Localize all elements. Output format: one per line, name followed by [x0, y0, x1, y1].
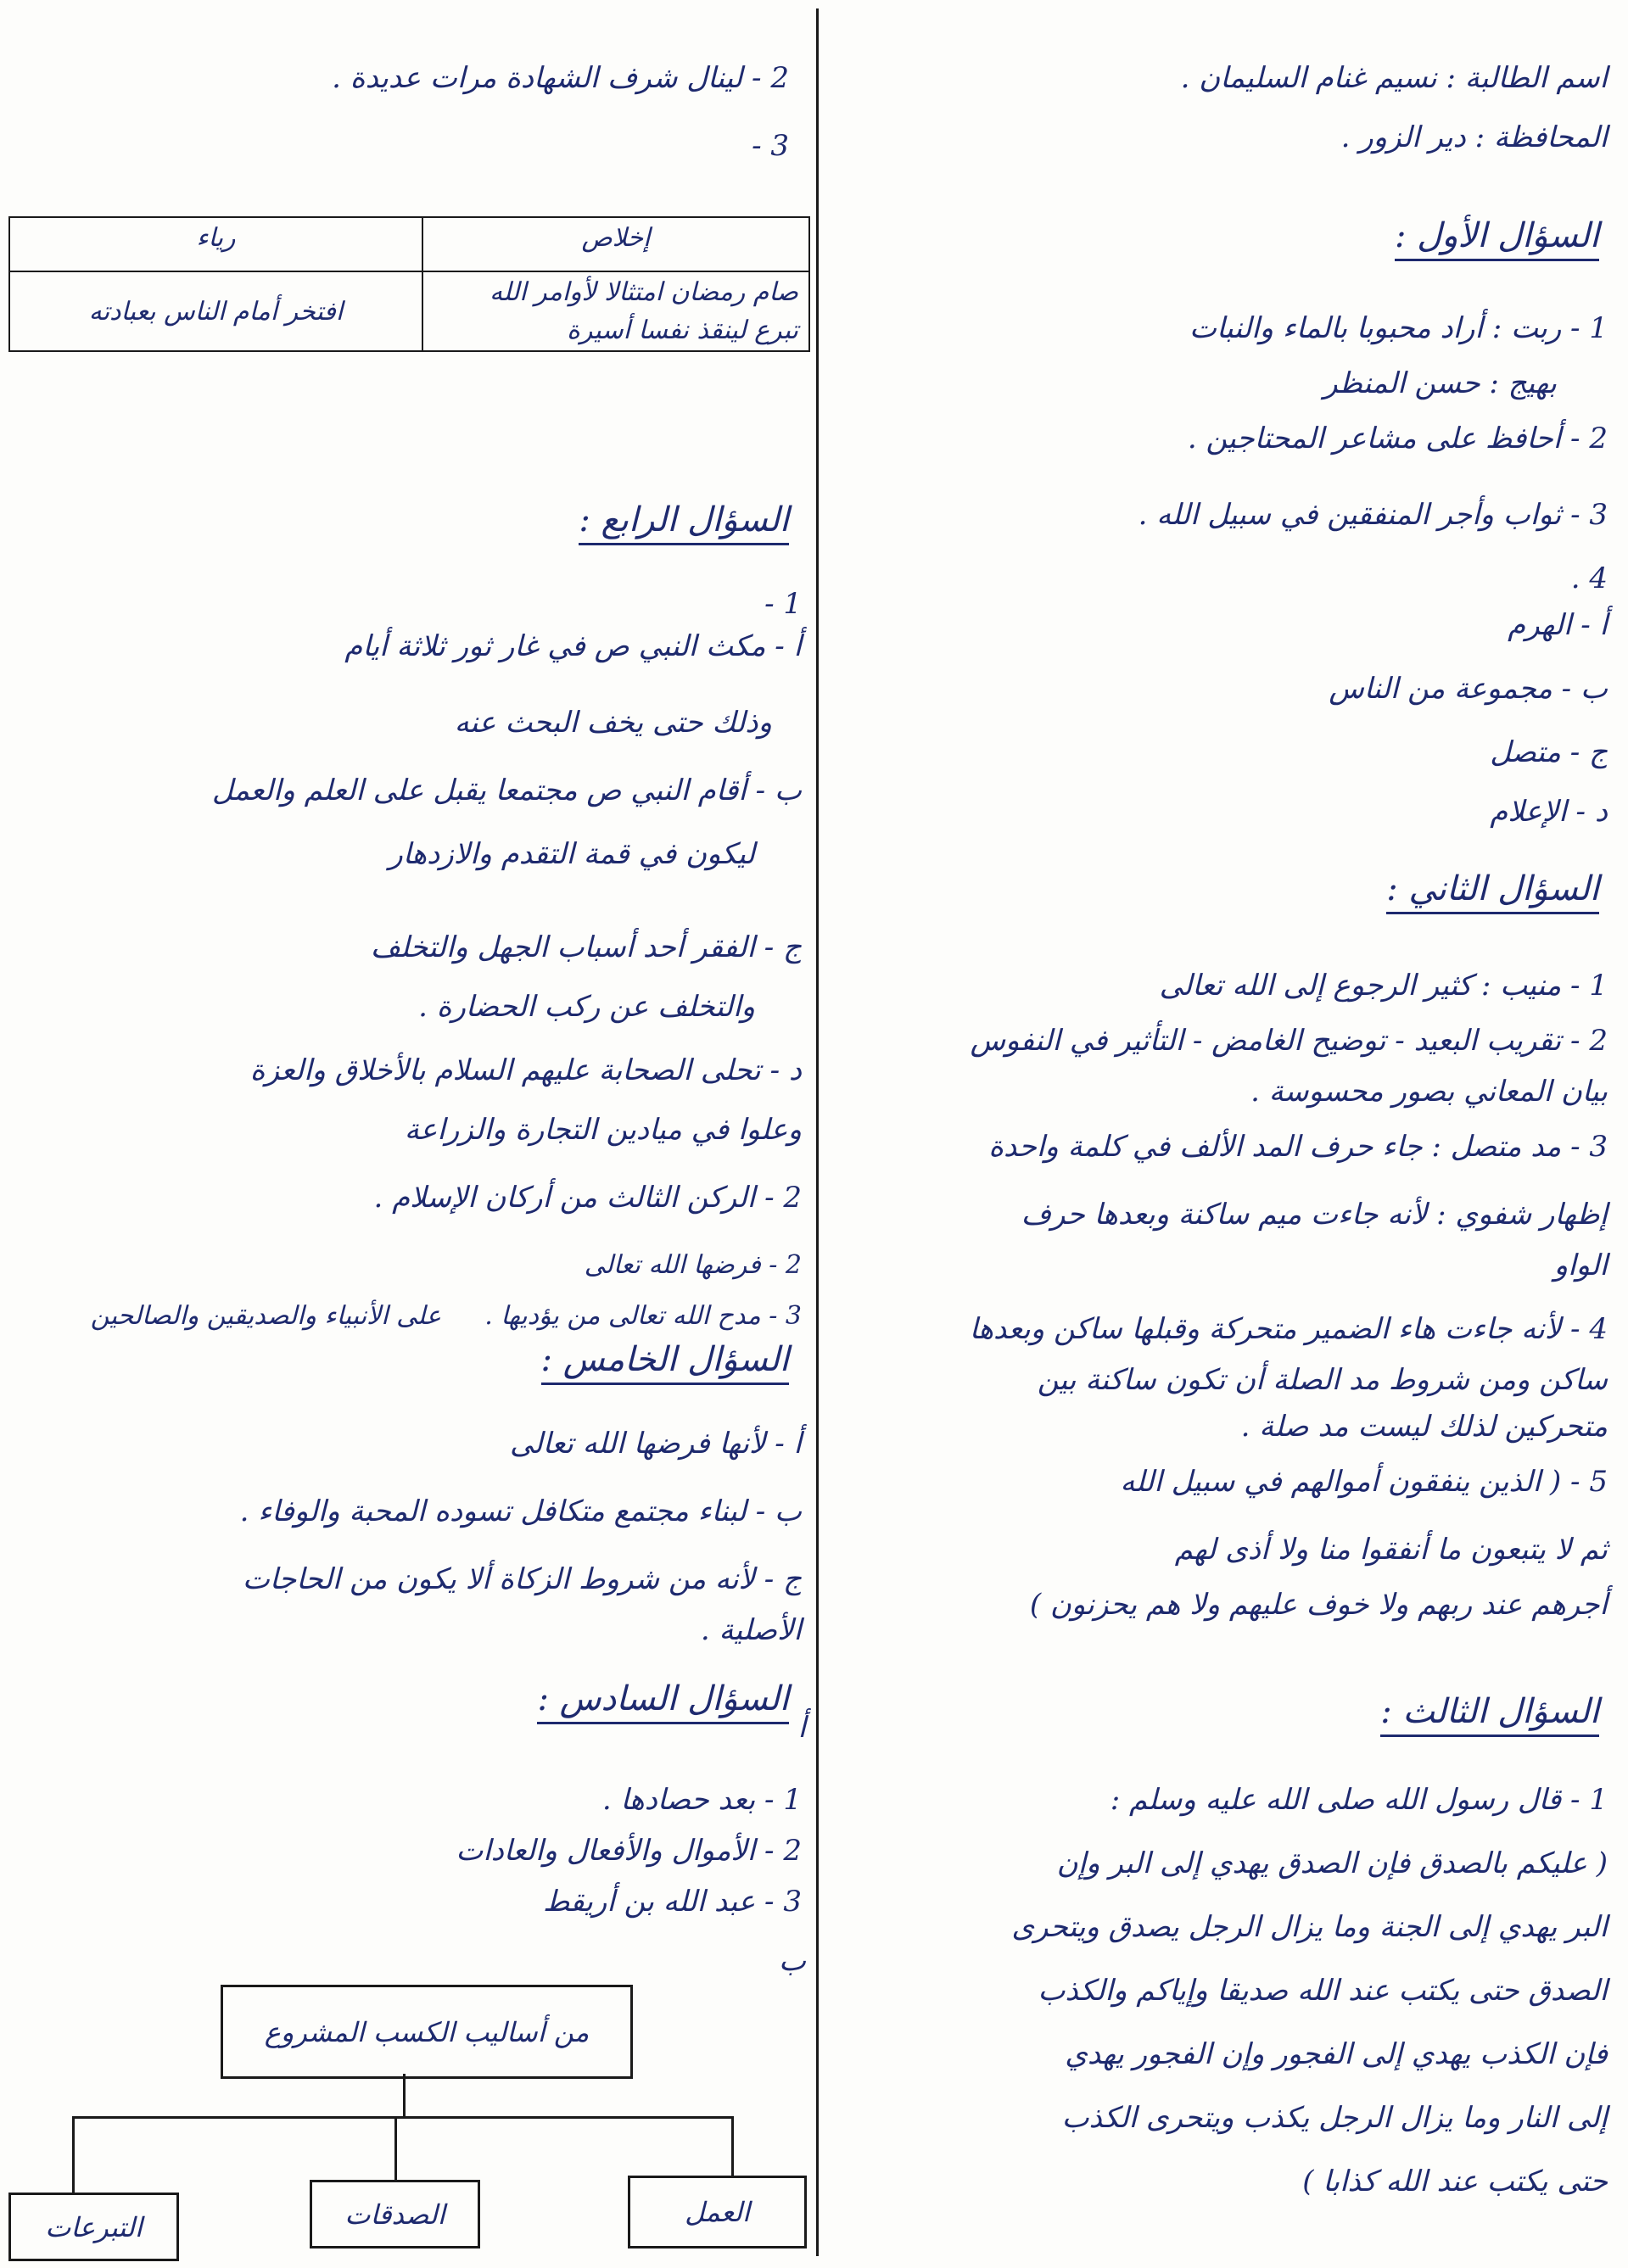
q1-line: أ - الهرم: [1508, 608, 1608, 642]
q3-line: 1 - قال رسول الله صلى الله عليه وسلم :: [1110, 1783, 1608, 1817]
q1-line: ب - مجموعة من الناس: [1329, 672, 1608, 706]
diagram-child-box-charity: الصدقات: [310, 2180, 480, 2248]
q4-line: والتخلف عن ركب الحضارة .: [418, 990, 755, 1024]
table-header-riya: رياء: [9, 217, 422, 271]
ikhlas-item: صام رمضان امتثالا لأوامر الله: [490, 277, 798, 307]
top-answer-line: 2 - لينال شرف الشهادة مرات عديدة .: [332, 61, 789, 95]
q4-line: ب - أقام النبي ص مجتمعا يقبل على العلم والعمل: [211, 774, 802, 807]
q5-line: أ - لأنها فرضها الله تعالى: [510, 1427, 802, 1461]
left-column: [8, 0, 806, 2268]
diagram-child-box-work: العمل: [628, 2176, 807, 2248]
table-header-row: [9, 217, 809, 271]
q2-line: أجرهم عند ربهم ولا خوف عليهم ولا هم يحزنون ): [1029, 1588, 1608, 1622]
student-name: اسم الطالبة : نسيم غنام السليمان .: [1180, 61, 1608, 95]
q4-line: 1 -: [764, 587, 802, 621]
q3-line: إلى النار وما يزال الرجل يكذب ويتحرى الكذب: [1061, 2101, 1608, 2135]
q4-heading: السؤال الرابع :: [579, 500, 789, 545]
q4-line: ج - الفقر أحد أسباب الجهل والتخلف: [370, 930, 802, 964]
q3-line: ( عليكم بالصدق فإن الصدق يهدي إلى البر وإن: [1056, 1846, 1608, 1880]
q1-heading: السؤال الأول :: [1395, 216, 1599, 261]
q4-line: ليكون في قمة التقدم والازدهار: [389, 837, 755, 871]
q2-line: إظهار شفوي : لأنه جاءت ميم ساكنة وبعدها حرف: [1021, 1198, 1608, 1232]
q2-line: 3 - مد متصل : جاء حرف المد الألف في كلمة واحدة: [988, 1130, 1608, 1164]
q2-heading: السؤال الثاني :: [1386, 869, 1599, 914]
q3-line: فإن الكذب يهدي إلى الفجور وإن الفجور يهدي: [1065, 2037, 1608, 2071]
ikhlas-riya-table: [8, 216, 810, 352]
q4-line: 2 - الركن الثالث من أركان الإسلام .: [373, 1181, 802, 1215]
q6-line: 2 - الأموال والأفعال والعادات: [456, 1834, 802, 1868]
q1-line: 1 - ربت : أراد محبوبا بالماء والنبات: [1189, 311, 1608, 345]
diagram-connector: [403, 2074, 406, 2116]
q6-part-b-marker: ب: [778, 1944, 806, 1978]
ikhlas-item: تبرع لينقذ نفسا أسيرة: [567, 316, 798, 345]
q3-line: حتى يكتب عند الله كذابا ): [1302, 2165, 1608, 2198]
q1-line: بهيج : حسن المنظر: [1323, 366, 1557, 400]
q2-line: الواو: [1553, 1249, 1608, 1282]
q6-part-a-marker: أ: [797, 1711, 806, 1745]
riya-item: افتخر أمام الناس بعبادته: [88, 296, 344, 327]
q3-line: البر يهدي إلى الجنة وما يزال الرجل يصدق ويتحرى: [1011, 1910, 1608, 1944]
q6-line: 1 - بعد حصادها .: [601, 1783, 802, 1817]
q1-line: 4 .: [1570, 561, 1608, 595]
diagram-connector: [72, 2116, 734, 2119]
q5-heading: السؤال الخامس :: [541, 1340, 789, 1385]
q1-line: د - الإعلام: [1490, 795, 1608, 829]
column-divider: [816, 8, 819, 2256]
diagram-child-box-donations: التبرعات: [8, 2193, 179, 2261]
q1-line: 2 - أحافظ على مشاعر المحتاجين .: [1187, 422, 1608, 455]
table-row: [9, 271, 809, 351]
q2-line: متحركين لذلك ليست مد صلة .: [1240, 1410, 1608, 1444]
q5-line: ب - لبناء مجتمع متكافل تسوده المحبة والوفاء .: [239, 1494, 802, 1528]
q2-line: 2 - تقريب البعيد - توضيح الغامض - التأثير في النفوس: [970, 1024, 1608, 1058]
q4-line: 2 - فرضها الله تعالى: [584, 1250, 802, 1280]
q4-line: وعلوا في ميادين التجارة والزراعة: [404, 1113, 802, 1147]
q2-line: ثم لا يتبعون ما أنفقوا منا ولا أذى لهم: [1174, 1533, 1608, 1567]
q1-line: ج - متصل: [1490, 735, 1608, 769]
q2-line: 1 - منيب : كثير الرجوع إلى الله تعالى: [1159, 969, 1608, 1003]
diagram-root-box: من أساليب الكسب المشروع: [221, 1985, 633, 2079]
q2-line: 5 - ( الذين ينفقون أموالهم في سبيل الله: [1120, 1465, 1608, 1499]
diagram-connector: [72, 2116, 75, 2193]
q4-side-note: على الأنبياء والصديقين والصالحين: [90, 1301, 441, 1331]
top-answer-line: 3 -: [752, 129, 789, 163]
q3-line: الصدق حتى يكتب عند الله صديقا وإياكم والكذب: [1038, 1974, 1608, 2008]
right-column: [827, 0, 1608, 2268]
student-province: المحافظة : دير الزور .: [1340, 120, 1608, 154]
diagram-connector: [731, 2116, 734, 2176]
q6-line: 3 - عبد الله بن أريقط: [543, 1885, 802, 1919]
q4-line: د - تحلى الصحابة عليهم السلام بالأخلاق والعزة: [249, 1053, 802, 1087]
table-header-ikhlas: إخلاص: [422, 217, 809, 271]
diagram-connector: [394, 2116, 397, 2180]
table-cell-riya: [9, 271, 422, 351]
table-cell-ikhlas: [422, 271, 809, 351]
q4-line: 3 - مدح الله تعالى من يؤديها .: [484, 1301, 802, 1331]
q2-line: بيان المعاني بصور محسوسة .: [1250, 1075, 1608, 1109]
q1-line: 3 - ثواب وأجر المنفقين في سبيل الله .: [1138, 498, 1608, 532]
q3-heading: السؤال الثالث :: [1380, 1692, 1599, 1737]
q2-line: ساكن ومن شروط مد الصلة أن تكون ساكنة بين: [1037, 1363, 1608, 1397]
q6-heading: السؤال السادس :: [537, 1679, 789, 1724]
earning-methods-diagram: [8, 1917, 810, 2256]
q4-line: أ - مكث النبي ص في غار ثور ثلاثة أيام: [344, 629, 802, 663]
q2-line: 4 - لأنه جاءت هاء الضمير متحركة وقبلها ساكن وبعدها: [969, 1312, 1608, 1346]
q5-line: الأصلية .: [700, 1613, 802, 1647]
q5-line: ج - لأنه من شروط الزكاة ألا يكون من الحاجات: [242, 1562, 802, 1596]
q4-line: وذلك حتى يخف البحث عنه: [454, 706, 772, 740]
